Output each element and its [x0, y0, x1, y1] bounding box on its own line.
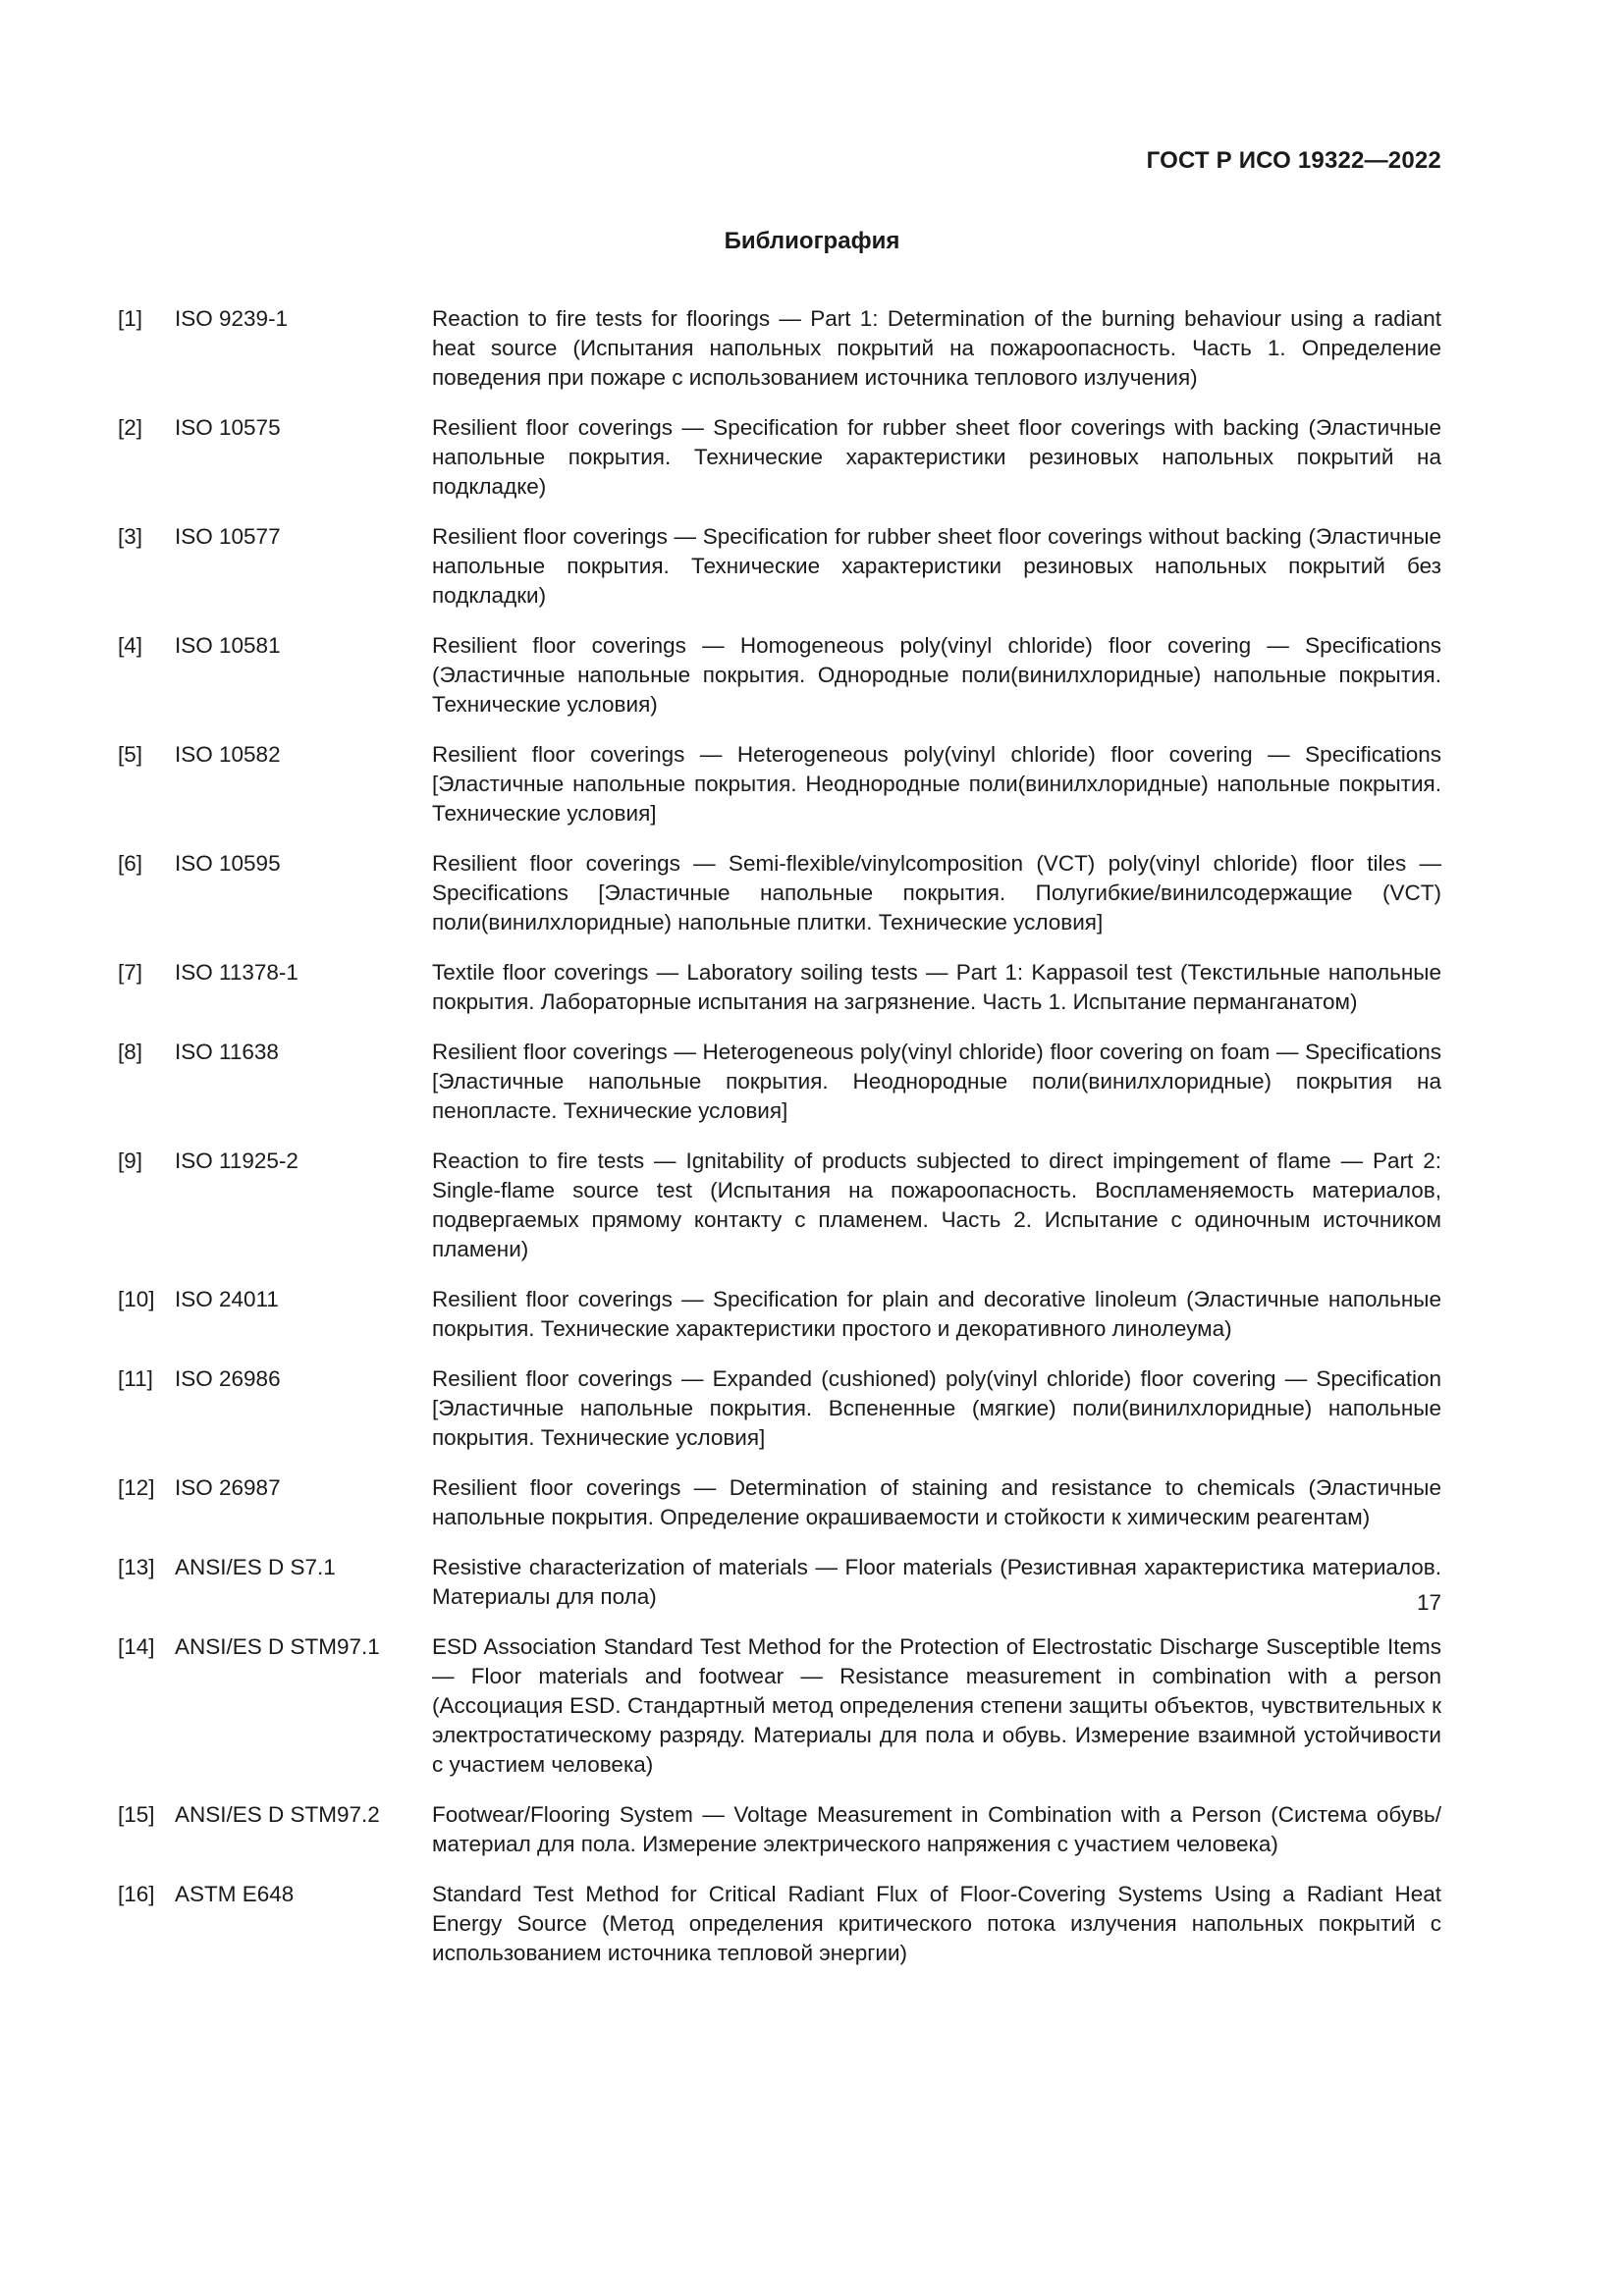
reference-title: Textile floor coverings — Laboratory soiling tests — Part 1: Kappasoil test (Текстильные напольные покрытия. Лабораторные испытания на загрязнение. Часть 1. Испытание перманганатом) [432, 960, 1441, 1014]
bibliography-entry [118, 1147, 1441, 1264]
bibliography-entry [118, 849, 1441, 937]
bibliography-entry [118, 1553, 1441, 1612]
reference-title: Resilient floor coverings — Heterogeneous poly(vinyl chloride) floor covering on foam — Specifications [Эластичные напольные покрытия. Неоднородные поли(винилхлоридные) покрытия на пенопласте. Технические условия] [432, 1040, 1441, 1123]
reference-number: [1] [118, 306, 143, 331]
reference-standard-code: ANSI/ES D S7.1 [175, 1555, 336, 1579]
reference-standard-code: ISO 11925-2 [175, 1148, 298, 1173]
bibliography-list [118, 304, 1441, 1989]
reference-standard-code: ISO 10582 [175, 742, 281, 767]
reference-number: [12] [118, 1475, 155, 1500]
reference-number: [11] [118, 1366, 153, 1391]
reference-number: [7] [118, 960, 143, 985]
bibliography-entry [118, 413, 1441, 502]
reference-number: [9] [118, 1148, 143, 1173]
reference-standard-code: ISO 10575 [175, 415, 281, 440]
page-title: Библиография [724, 228, 900, 254]
reference-standard-code: ISO 11378-1 [175, 960, 298, 985]
reference-standard-code: ISO 10577 [175, 524, 281, 549]
reference-title: Resistive characterization of materials — Floor materials (Резистивная характеристика материалов. Материалы для пола) [432, 1555, 1441, 1609]
bibliography-entry [118, 304, 1441, 393]
reference-standard-code: ISO 26987 [175, 1475, 281, 1500]
reference-number: [5] [118, 742, 143, 767]
reference-standard-code: ISO 10581 [175, 633, 281, 658]
reference-number: [4] [118, 633, 143, 658]
reference-number: [15] [118, 1802, 155, 1827]
reference-title: Resilient floor coverings — Specification for rubber sheet floor coverings with backing (Эластичные напольные покрытия. Технические характеристики резиновых напольных покрытий на подкладке) [432, 415, 1441, 499]
bibliography-entry [118, 1800, 1441, 1859]
bibliography-entry [118, 522, 1441, 611]
reference-number: [3] [118, 524, 143, 549]
reference-title: Reaction to fire tests for floorings — Part 1: Determination of the burning behaviour using a radiant heat source (Испытания напольных покрытий на пожароопасность. Часть 1. Определение поведения при пожаре с использованием источника теплового излучения) [432, 306, 1441, 390]
bibliography-entry [118, 1285, 1441, 1344]
bibliography-entry [118, 740, 1441, 828]
reference-number: [16] [118, 1882, 155, 1906]
bibliography-entry [118, 1473, 1441, 1532]
reference-standard-code: ASTM E648 [175, 1882, 295, 1906]
bibliography-entry [118, 1364, 1441, 1453]
reference-standard-code: ISO 10595 [175, 851, 281, 876]
reference-standard-code: ISO 24011 [175, 1287, 279, 1311]
standard-code-header: ГОСТ Р ИСО 19322—2022 [1146, 147, 1441, 174]
reference-title: Resilient floor coverings — Semi-flexible/vinylcomposition (VCT) poly(vinyl chloride) floor tiles — Specifications [Эластичные напольные покрытия. Полугибкие/винилсодержащие (VCT) поли(винилхлоридные) напольные плитки. Технические условия] [432, 851, 1441, 934]
reference-number: [8] [118, 1040, 143, 1064]
reference-standard-code: ANSI/ES D STM97.2 [175, 1802, 380, 1827]
reference-title: Resilient floor coverings — Determination of staining and resistance to chemicals (Эластичные напольные покрытия. Определение окрашиваемости и стойкости к химическим реагентам) [432, 1475, 1441, 1529]
page-number: 17 [1416, 1590, 1441, 1615]
reference-standard-code: ISO 9239-1 [175, 306, 289, 331]
reference-title: Footwear/Flooring System — Voltage Measurement in Combination with a Person (Система обувь/материал для пола. Измерение электрического напряжения с участием человека) [432, 1802, 1441, 1856]
reference-title: Standard Test Method for Critical Radiant Flux of Floor-Covering Systems Using a Radiant Heat Energy Source (Метод определения критического потока излучения напольных покрытий с использованием источника тепловой энергии) [432, 1882, 1441, 1965]
bibliography-entry [118, 631, 1441, 720]
reference-standard-code: ISO 11638 [175, 1040, 279, 1064]
bibliography-entry [118, 1880, 1441, 1968]
reference-standard-code: ISO 26986 [175, 1366, 281, 1391]
reference-title: Resilient floor coverings — Specification for rubber sheet floor coverings without backing (Эластичные напольные покрытия. Технические характеристики резиновых напольных покрытий без подкладки) [432, 524, 1441, 608]
reference-number: [10] [118, 1287, 155, 1311]
reference-title: Reaction to fire tests — Ignitability of products subjected to direct impingement of flame — Part 2: Single-flame source test (Испытания на пожароопасность. Воспламеняемость материалов, подвергаемых прямому контакту с пламенем. Часть 2. Испытание с одиночным источником пламени) [432, 1148, 1441, 1261]
reference-title: ESD Association Standard Test Method for the Protection of Electrostatic Discharge Susceptible Items — Floor materials and footwear — Resistance measurement in combination with a person (Ассоциация ESD. Стандартный метод определения степени защиты объектов, чувствительных к электростатическому разряду. Материалы для пола и обувь. Измерение взаимной устойчивости с участием человека) [432, 1634, 1441, 1777]
bibliography-entry [118, 1038, 1441, 1126]
reference-standard-code: ANSI/ES D STM97.1 [175, 1634, 380, 1659]
reference-title: Resilient floor coverings — Heterogeneous poly(vinyl chloride) floor covering — Specifications [Эластичные напольные покрытия. Неоднородные поли(винилхлоридные) напольные покрытия. Технические условия] [432, 742, 1441, 826]
bibliography-entry [118, 958, 1441, 1017]
reference-title: Resilient floor coverings — Homogeneous poly(vinyl chloride) floor covering — Specifications (Эластичные напольные покрытия. Однородные поли(винилхлоридные) напольные покрытия. Технические условия) [432, 633, 1441, 717]
reference-number: [14] [118, 1634, 155, 1659]
reference-title: Resilient floor coverings — Specification for plain and decorative linoleum (Эластичные напольные покрытия. Технические характеристики простого и декоративного линолеума) [432, 1287, 1441, 1341]
reference-number: [2] [118, 415, 143, 440]
reference-number: [6] [118, 851, 143, 876]
reference-title: Resilient floor coverings — Expanded (cushioned) poly(vinyl chloride) floor covering — Specification [Эластичные напольные покрытия. Вспененные (мягкие) поли(винилхлоридные) напольные покрытия. Технические условия] [432, 1366, 1441, 1450]
bibliography-entry [118, 1632, 1441, 1780]
reference-number: [13] [118, 1555, 155, 1579]
